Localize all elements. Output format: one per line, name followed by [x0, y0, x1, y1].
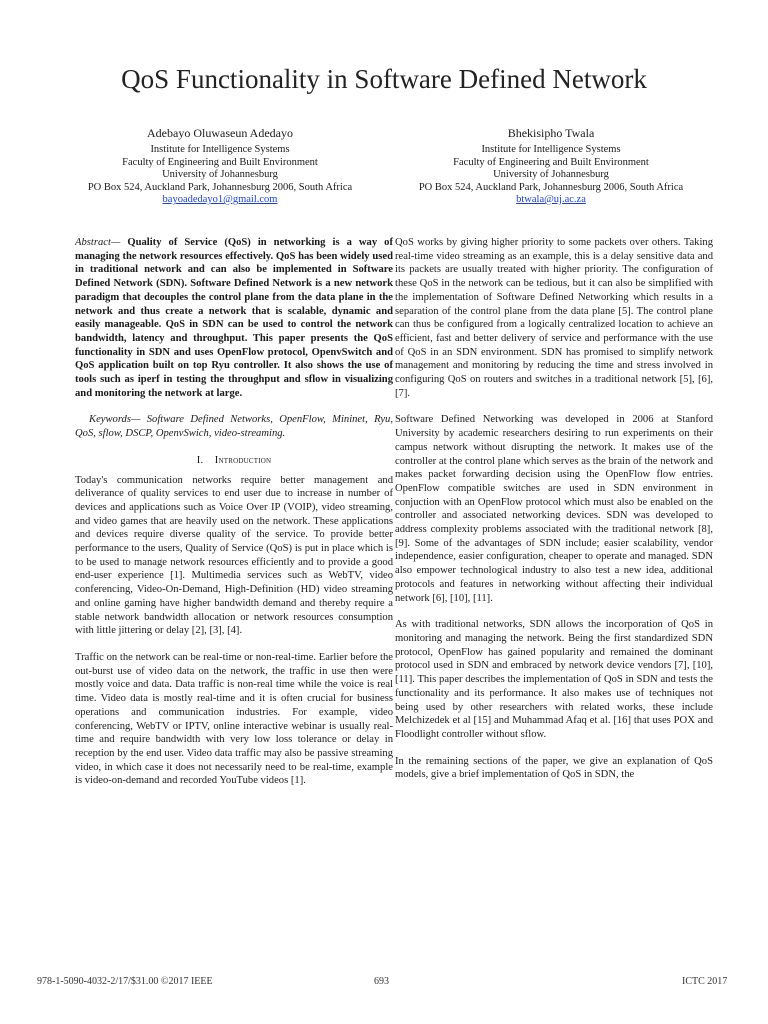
author-affiliation: Faculty of Engineering and Built Environment: [122, 156, 318, 168]
left-column: [75, 236, 393, 801]
author-affiliation: Faculty of Engineering and Built Environment: [453, 156, 649, 168]
footer-venue: ICTC 2017: [682, 976, 728, 987]
right-column: [395, 236, 713, 795]
footer-page-number: 693: [374, 976, 389, 987]
paragraph: As with traditional networks, SDN allows the incorporation of QoS in monitoring and managing the network. Being the first standardized SDN protocol, OpenFlow has gained popularity and remained the dominant protocol used in SDN and embraced by network device vendors [7], [10], [11]. This paper describes the implementation of QoS in SDN and tests the functionality and its performance. It also makes use of techniques not being used by other researchers with related works, these include Melchizedek et al [15] and Muhammad Afaq et al. [16] that uses POX and Floodlight controller without sflow.: [395, 619, 713, 740]
paragraph: Traffic on the network can be real-time or non-real-time. Earlier before the out-burst use of video data on the network, the traffic in use then were mostly voice and data. Data traffic is non-real time while the voice is real time. Video data is mostly real-time and it is often crucial for business operations and communication industries. For example, video conferencing, WebTV or IPTV, online interactive webinar is usually real-time and require bandwidth with very low loss tolerance or delay in reception by the end user. Video data traffic may also be passive streaming video, in which case it does not necessarily need to be real-time, example is video-on-demand and recorded YouTube videos [1].: [75, 651, 393, 787]
author-affiliation: University of Johannesburg: [162, 169, 278, 180]
paragraph: Software Defined Networking was developed in 2006 at Stanford University by academic researchers desiring to run experiments on their campus network without disrupting the network. It makes use of the controller at the control plane which serves as the brain of the network and makes packet forwarding decision using the OpenFlow flow entries. OpenFlow compatible switches are used in SDN environment in conjuction with an OpenFlow protocol which must also be enabled on the controller and associated networking devices. SDN was developed to address complexity problems associated with the traditional network [8], [9]. Some of the advantages of SDN include; easier scalability, vendor independence, easier configuration, cheaper to operate and managed. SDN also empower technological industry to also test a new idea, additional protocols and features in networking without affecting their individual network [6], [10], [11].: [395, 414, 713, 604]
author-name: Adebayo Oluwaseun Adedayo: [147, 126, 293, 140]
author-block-2: [391, 125, 711, 207]
author-affiliation: Institute for Intelligence Systems: [150, 144, 290, 155]
footer-isbn: 978-1-5090-4032-2/17/$31.00 ©2017 IEEE: [37, 976, 213, 987]
section-number: I.: [196, 454, 204, 466]
author-email-link[interactable]: btwala@uj.ac.za: [516, 194, 586, 205]
abstract: [75, 236, 393, 400]
keywords: Keywords— Software Defined Networks, OpenFlow, Mininet, Ryu, QoS, sflow, DSCP, OpenvSwich, video-streaming.: [75, 414, 393, 440]
author-name: Bhekisipho Twala: [507, 126, 595, 140]
author-email-link[interactable]: bayoadedayo1@gmail.com: [162, 194, 278, 205]
abstract-dash: —: [110, 237, 128, 248]
paragraph: In the remaining sections of the paper, we give an explanation of QoS models, give a brief implementation of QoS in SDN, the: [395, 755, 713, 781]
author-address: PO Box 524, Auckland Park, Johannesburg 2006, South Africa: [87, 181, 353, 193]
paragraph: Today's communication networks require better management and deliverance of quality services to end user due to increase in number of devices and applications such as Voice Over IP (VOIP), video streaming, and video games that are heavily used on the network. These applications and devices require diverse quality of the service. To provide better performance to the users, Quality of Service (QoS) is put in place which is to be used to manage network resources efficiently and to provide a good end-user experience [1]. Multimedia services such as WebTV, video conferencing, Video-On-Demand, High-Definition (HD) video streaming and online gaming have higher bandwidth demand and thereby require a stable network bandwidth allocation or network resources consumption with little jittering or delay [2], [3], [4].: [75, 474, 393, 637]
author-address: PO Box 524, Auckland Park, Johannesburg 2006, South Africa: [418, 181, 684, 193]
paragraph: QoS works by giving higher priority to some packets over others. Taking real-time video streaming as an example, this is a delay sensitive data and its packets are usually treated with higher priority. The configuration of these QoS in the network can be tedious, but it can also be simplified with the implementation of Software Defined Networking which results in a separation of the control plane from the data plane [5]. The control plane can thus be configured from a logically centralized location to achieve an efficient, fast and better delivery of service and performance with the use of QoS in an SDN environment. SDN has promised to simplify network management and monitoring by reducing the time and stress involved in configuring QoS on routers and switches in a traditional network [5], [6], [7].: [395, 237, 713, 399]
section-heading: [75, 454, 393, 468]
author-affiliation: University of Johannesburg: [493, 169, 609, 180]
abstract-text: Quality of Service (QoS) in networking is a way of managing the network resources effectively. QoS has been widely used in traditional network and can also be implemented in Software Defined Network (SDN). Software Defined Network is a new network paradigm that decouples the control plane from the data plane in the network and thus create a network that is scalable, dynamic and easily manageable. QoS in SDN can be used to control the network bandwidth, latency and throughput. This paper presents the QoS functionality in SDN and uses OpenFlow protocol, OpenvSwitch and QoS application built on top Ryu controller. It also shows the use of tools such as iperf in testing the throughput and sflow in visualizing and monitoring the network at large.: [75, 237, 393, 399]
paper-title: QoS Functionality in Software Defined Network: [121, 64, 647, 94]
section-title: Introduction: [214, 454, 272, 466]
abstract-label: Abstract: [75, 237, 111, 248]
author-block-1: [60, 125, 380, 207]
author-affiliation: Institute for Intelligence Systems: [481, 144, 621, 155]
